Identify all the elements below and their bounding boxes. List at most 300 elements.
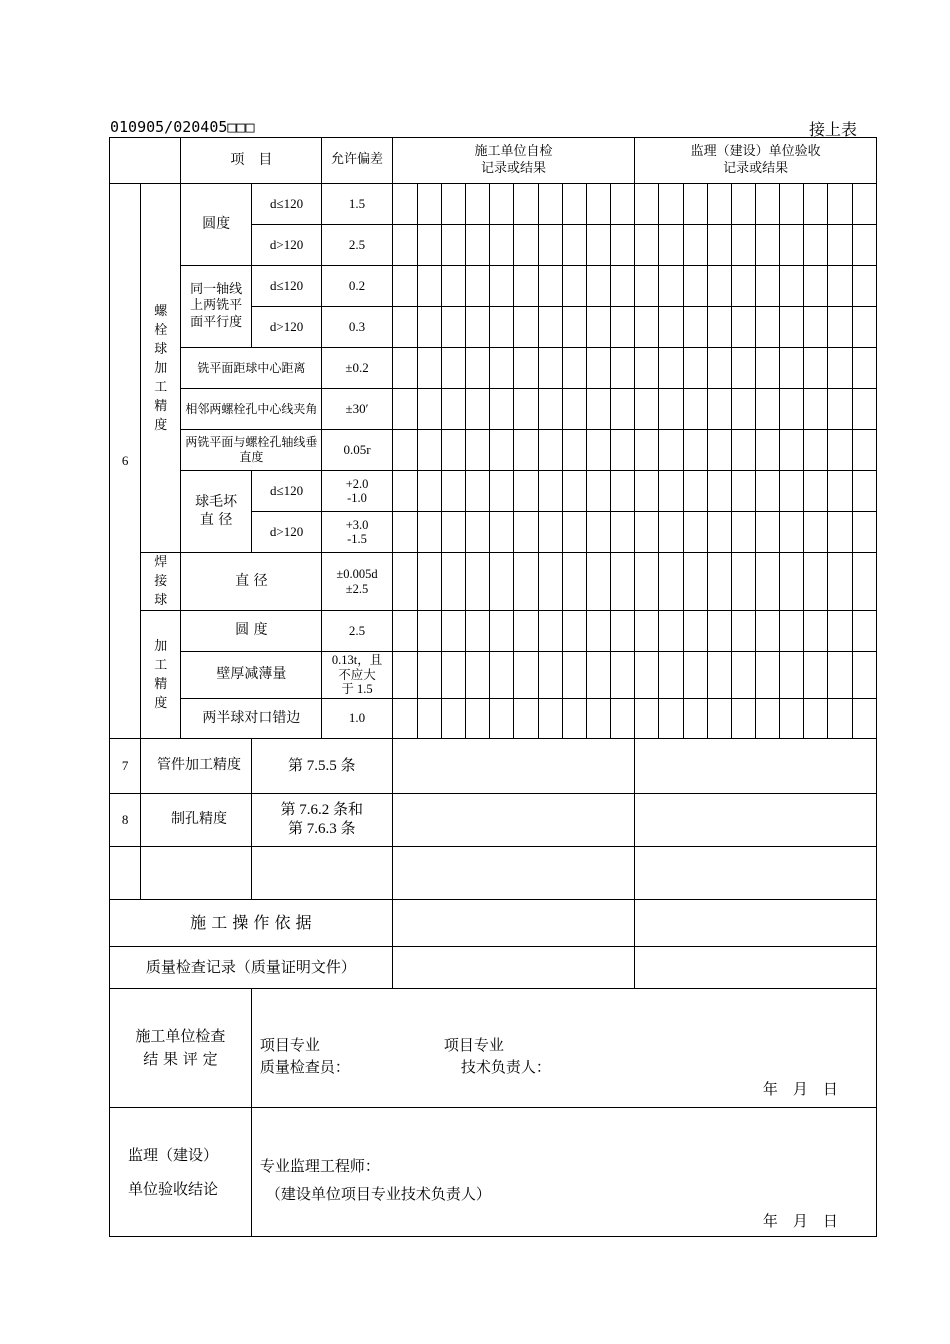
self-check-cell[interactable] (490, 512, 514, 553)
supervision-cell[interactable] (659, 225, 683, 266)
self-check-cell[interactable] (611, 471, 635, 512)
supervision-cell[interactable] (804, 184, 828, 225)
self-check-cell[interactable] (586, 699, 610, 739)
self-check-cell[interactable] (538, 225, 562, 266)
supervision-cell[interactable] (683, 184, 707, 225)
self-check-cell[interactable] (490, 471, 514, 512)
supervision-cell[interactable] (683, 348, 707, 389)
supervision-cell[interactable] (683, 471, 707, 512)
supervision-cell[interactable] (852, 471, 876, 512)
self-check-cell[interactable] (538, 348, 562, 389)
supervision-cell[interactable] (755, 652, 779, 699)
self-check-cell[interactable] (442, 307, 466, 348)
tolerance-value (322, 266, 392, 307)
self-check-cell[interactable] (514, 652, 538, 699)
supervision-cell[interactable] (828, 652, 852, 699)
supervision-cell[interactable] (707, 266, 731, 307)
self-check-cell[interactable] (538, 307, 562, 348)
self-check-cell[interactable] (490, 266, 514, 307)
self-check-cell[interactable] (586, 652, 610, 699)
supervision-cell[interactable] (683, 553, 707, 611)
self-check-cell[interactable] (586, 512, 610, 553)
self-check-cell[interactable] (392, 389, 417, 430)
self-check-cell[interactable] (562, 184, 586, 225)
supervision-cell[interactable] (755, 348, 779, 389)
self-check-cell[interactable] (466, 389, 490, 430)
supervision-cell[interactable] (707, 699, 731, 739)
supervision-cell[interactable] (755, 611, 779, 652)
supervision-cell[interactable] (755, 699, 779, 739)
supervision-cell[interactable] (804, 266, 828, 307)
self-check-cell[interactable] (562, 471, 586, 512)
tolerance-value (322, 512, 392, 553)
supervision-cell[interactable] (780, 471, 804, 512)
supervisor-conclusion-content[interactable] (251, 1108, 876, 1237)
supervision-cell[interactable] (804, 611, 828, 652)
supervision-cell[interactable] (804, 512, 828, 553)
supervision-cell[interactable] (659, 471, 683, 512)
self-check-cell[interactable] (442, 512, 466, 553)
record-self-check-cell[interactable] (392, 947, 635, 989)
supervision-cell[interactable] (828, 389, 852, 430)
self-check-cell[interactable] (611, 225, 635, 266)
text-line: +3.0 (345, 517, 369, 532)
self-check-cell[interactable] (562, 348, 586, 389)
self-check-cell[interactable] (611, 699, 635, 739)
text-line: 单位验收结论 (128, 1180, 219, 1198)
supervision-cell[interactable] (780, 348, 804, 389)
supervision-cell[interactable] (635, 430, 659, 471)
self-check-cell[interactable] (562, 652, 586, 699)
supervision-cell[interactable] (683, 430, 707, 471)
self-check-cell[interactable] (392, 794, 635, 847)
supervision-cell[interactable] (659, 184, 683, 225)
supervision-cell[interactable] (852, 652, 876, 699)
supervision-cell[interactable] (635, 184, 659, 225)
self-check-cell[interactable] (538, 430, 562, 471)
self-check-cell[interactable] (392, 266, 417, 307)
self-check-cell[interactable] (490, 348, 514, 389)
self-check-cell[interactable] (392, 225, 417, 266)
supervision-cell[interactable] (852, 512, 876, 553)
supervision-cell[interactable] (780, 699, 804, 739)
supervision-cell[interactable] (804, 553, 828, 611)
self-check-cell[interactable] (514, 389, 538, 430)
supervision-cell[interactable] (635, 471, 659, 512)
self-check-cell[interactable] (586, 184, 610, 225)
supervision-cell[interactable] (755, 225, 779, 266)
self-check-cell[interactable] (392, 307, 417, 348)
supervision-cell[interactable] (852, 307, 876, 348)
supervision-cell[interactable] (755, 512, 779, 553)
supervision-cell[interactable] (707, 184, 731, 225)
self-check-cell[interactable] (490, 652, 514, 699)
self-check-cell[interactable] (514, 471, 538, 512)
supervision-cell[interactable] (780, 307, 804, 348)
supervision-cell[interactable] (635, 847, 877, 900)
self-check-cell[interactable] (392, 471, 417, 512)
supervision-cell[interactable] (780, 611, 804, 652)
supervision-cell[interactable] (659, 512, 683, 553)
self-check-cell[interactable] (417, 553, 441, 611)
self-check-cell[interactable] (562, 611, 586, 652)
self-check-cell[interactable] (586, 266, 610, 307)
supervision-cell[interactable] (852, 553, 876, 611)
supervision-cell[interactable] (635, 611, 659, 652)
supervision-cell[interactable] (780, 389, 804, 430)
sub-condition (251, 225, 321, 266)
self-check-cell[interactable] (442, 225, 466, 266)
empty-cell (251, 847, 392, 900)
self-check-cell[interactable] (514, 512, 538, 553)
self-check-cell[interactable] (562, 553, 586, 611)
self-check-cell[interactable] (442, 266, 466, 307)
supervision-cell[interactable] (828, 307, 852, 348)
supervision-cell[interactable] (659, 307, 683, 348)
supervision-cell[interactable] (755, 184, 779, 225)
text: （建设单位项目专业技术负责人） (265, 1184, 491, 1203)
self-check-cell[interactable] (442, 184, 466, 225)
supervision-cell[interactable] (731, 307, 755, 348)
self-check-cell[interactable] (514, 348, 538, 389)
supervision-cell[interactable] (804, 389, 828, 430)
self-check-cell[interactable] (466, 611, 490, 652)
supervision-cell[interactable] (731, 512, 755, 553)
supervision-cell[interactable] (731, 699, 755, 739)
self-check-cell[interactable] (417, 699, 441, 739)
self-check-cell[interactable] (586, 389, 610, 430)
supervision-cell[interactable] (731, 266, 755, 307)
supervision-cell[interactable] (780, 652, 804, 699)
tolerance-value (322, 699, 392, 739)
supervision-cell[interactable] (852, 430, 876, 471)
self-check-cell[interactable] (466, 184, 490, 225)
supervision-cell[interactable] (635, 794, 877, 847)
text: 第 7.5.5 条 (288, 757, 356, 774)
supervision-cell[interactable] (780, 266, 804, 307)
self-check-cell[interactable] (392, 430, 417, 471)
self-check-cell[interactable] (538, 512, 562, 553)
text-line: 加 (154, 638, 168, 654)
supervision-cell[interactable] (683, 699, 707, 739)
supervision-cell[interactable] (804, 430, 828, 471)
supervision-cell[interactable] (659, 699, 683, 739)
self-check-cell[interactable] (392, 847, 635, 900)
text-line: ±0.005d (336, 567, 378, 582)
supervision-cell[interactable] (828, 611, 852, 652)
self-check-cell[interactable] (490, 553, 514, 611)
self-check-cell[interactable] (442, 430, 466, 471)
self-check-cell[interactable] (466, 471, 490, 512)
self-check-cell[interactable] (442, 611, 466, 652)
self-check-cell[interactable] (538, 699, 562, 739)
supervision-cell[interactable] (683, 307, 707, 348)
self-check-cell[interactable] (611, 266, 635, 307)
self-check-cell[interactable] (466, 553, 490, 611)
supervision-cell[interactable] (731, 389, 755, 430)
basis-supervision-cell[interactable] (635, 900, 877, 947)
self-check-cell[interactable] (538, 184, 562, 225)
self-check-cell[interactable] (611, 512, 635, 553)
supervision-cell[interactable] (804, 225, 828, 266)
self-check-cell[interactable] (466, 512, 490, 553)
self-check-cell[interactable] (562, 512, 586, 553)
self-check-cell[interactable] (514, 225, 538, 266)
self-check-cell[interactable] (442, 471, 466, 512)
self-check-cell[interactable] (562, 266, 586, 307)
self-check-cell[interactable] (417, 430, 441, 471)
supervision-cell[interactable] (659, 652, 683, 699)
self-check-cell[interactable] (538, 652, 562, 699)
text: d>120 (269, 236, 304, 252)
supervision-cell[interactable] (683, 611, 707, 652)
self-check-cell[interactable] (538, 553, 562, 611)
self-check-cell[interactable] (417, 512, 441, 553)
supervision-cell[interactable] (707, 512, 731, 553)
supervision-cell[interactable] (828, 471, 852, 512)
text: 2.5 (348, 236, 366, 252)
self-check-cell[interactable] (392, 184, 417, 225)
supervision-cell[interactable] (731, 430, 755, 471)
self-check-cell[interactable] (490, 699, 514, 739)
self-check-cell[interactable] (514, 430, 538, 471)
supervision-cell[interactable] (828, 430, 852, 471)
supervision-cell[interactable] (755, 553, 779, 611)
self-check-cell[interactable] (514, 307, 538, 348)
supervision-cell[interactable] (635, 652, 659, 699)
supervision-cell[interactable] (828, 266, 852, 307)
sub-condition (251, 307, 321, 348)
self-check-cell[interactable] (514, 699, 538, 739)
supervision-cell[interactable] (683, 266, 707, 307)
supervision-cell[interactable] (852, 225, 876, 266)
self-check-cell[interactable] (466, 699, 490, 739)
contractor-eval-content[interactable] (251, 989, 876, 1108)
supervision-cell[interactable] (755, 389, 779, 430)
self-check-cell[interactable] (490, 225, 514, 266)
self-check-cell[interactable] (490, 184, 514, 225)
supervision-cell[interactable] (683, 652, 707, 699)
item-name (181, 430, 322, 471)
text: d≤120 (270, 277, 304, 293)
self-check-cell[interactable] (586, 307, 610, 348)
supervision-cell[interactable] (780, 512, 804, 553)
self-check-cell[interactable] (611, 348, 635, 389)
self-check-cell[interactable] (466, 348, 490, 389)
supervision-cell[interactable] (828, 184, 852, 225)
self-check-cell[interactable] (611, 307, 635, 348)
supervision-cell[interactable] (659, 611, 683, 652)
supervision-cell[interactable] (683, 225, 707, 266)
supervision-cell[interactable] (635, 553, 659, 611)
supervision-cell[interactable] (731, 348, 755, 389)
self-check-cell[interactable] (562, 699, 586, 739)
self-check-cell[interactable] (611, 184, 635, 225)
self-check-cell[interactable] (611, 430, 635, 471)
supervision-cell[interactable] (635, 739, 877, 794)
self-check-cell[interactable] (611, 652, 635, 699)
supervision-cell[interactable] (731, 471, 755, 512)
self-check-cell[interactable] (586, 225, 610, 266)
self-check-cell[interactable] (514, 611, 538, 652)
item-hole-precision (141, 794, 252, 847)
self-check-cell[interactable] (442, 389, 466, 430)
supervision-cell[interactable] (852, 389, 876, 430)
date: 年 月 日 (762, 1211, 838, 1230)
supervision-cell[interactable] (635, 266, 659, 307)
self-check-cell[interactable] (392, 512, 417, 553)
supervision-cell[interactable] (683, 389, 707, 430)
supervision-cell[interactable] (683, 512, 707, 553)
supervision-cell[interactable] (828, 699, 852, 739)
supervision-cell[interactable] (780, 553, 804, 611)
supervision-cell[interactable] (852, 699, 876, 739)
supervision-cell[interactable] (635, 225, 659, 266)
self-check-cell[interactable] (514, 184, 538, 225)
self-check-cell[interactable] (442, 699, 466, 739)
sub-condition (251, 512, 321, 553)
self-check-cell[interactable] (417, 184, 441, 225)
supervision-cell[interactable] (635, 699, 659, 739)
supervision-cell[interactable] (635, 512, 659, 553)
self-check-cell[interactable] (417, 389, 441, 430)
self-check-cell[interactable] (586, 471, 610, 512)
self-check-cell[interactable] (562, 225, 586, 266)
supervision-cell[interactable] (804, 471, 828, 512)
supervision-cell[interactable] (804, 699, 828, 739)
self-check-cell[interactable] (586, 611, 610, 652)
self-check-cell[interactable] (562, 430, 586, 471)
self-check-cell[interactable] (466, 652, 490, 699)
self-check-cell[interactable] (392, 739, 635, 794)
self-check-cell[interactable] (586, 430, 610, 471)
supervision-cell[interactable] (707, 389, 731, 430)
supervision-cell[interactable] (755, 471, 779, 512)
supervision-cell[interactable] (852, 266, 876, 307)
self-check-cell[interactable] (586, 553, 610, 611)
self-check-cell[interactable] (417, 307, 441, 348)
supervision-cell[interactable] (755, 307, 779, 348)
supervision-cell[interactable] (707, 652, 731, 699)
self-check-cell[interactable] (611, 611, 635, 652)
supervision-cell[interactable] (659, 389, 683, 430)
self-check-cell[interactable] (442, 348, 466, 389)
supervision-cell[interactable] (828, 512, 852, 553)
text: 0.05r (343, 441, 371, 457)
self-check-cell[interactable] (417, 652, 441, 699)
supervision-cell[interactable] (828, 348, 852, 389)
self-check-cell[interactable] (490, 389, 514, 430)
quality-record-label (110, 947, 393, 989)
self-check-cell[interactable] (417, 611, 441, 652)
supervision-cell[interactable] (659, 348, 683, 389)
supervision-cell[interactable] (828, 553, 852, 611)
supervision-cell[interactable] (852, 348, 876, 389)
supervision-cell[interactable] (780, 430, 804, 471)
supervision-cell[interactable] (852, 611, 876, 652)
self-check-cell[interactable] (442, 553, 466, 611)
self-check-cell[interactable] (538, 471, 562, 512)
self-check-cell[interactable] (538, 611, 562, 652)
supervision-cell[interactable] (755, 430, 779, 471)
supervision-cell[interactable] (659, 430, 683, 471)
supervision-cell[interactable] (659, 553, 683, 611)
text: 专业监理工程师： (259, 1156, 380, 1175)
self-check-cell[interactable] (392, 652, 417, 699)
supervision-cell[interactable] (731, 611, 755, 652)
self-check-cell[interactable] (490, 611, 514, 652)
self-check-cell[interactable] (562, 307, 586, 348)
supervision-cell[interactable] (780, 184, 804, 225)
self-check-cell[interactable] (417, 266, 441, 307)
sub-condition (251, 266, 321, 307)
self-check-cell[interactable] (417, 225, 441, 266)
supervision-cell[interactable] (707, 430, 731, 471)
self-check-cell[interactable] (466, 225, 490, 266)
supervision-cell[interactable] (707, 225, 731, 266)
self-check-cell[interactable] (417, 348, 441, 389)
basis-self-check-cell[interactable] (392, 900, 635, 947)
text: d>120 (269, 523, 304, 539)
supervision-cell[interactable] (707, 611, 731, 652)
text: 1.5 (348, 195, 366, 211)
self-check-cell[interactable] (392, 348, 417, 389)
self-check-cell[interactable] (392, 699, 417, 739)
supervision-cell[interactable] (804, 652, 828, 699)
self-check-cell[interactable] (490, 430, 514, 471)
supervision-cell[interactable] (731, 652, 755, 699)
supervision-cell[interactable] (731, 184, 755, 225)
self-check-cell[interactable] (562, 389, 586, 430)
supervision-cell[interactable] (780, 225, 804, 266)
supervision-cell[interactable] (852, 184, 876, 225)
supervision-cell[interactable] (659, 266, 683, 307)
self-check-cell[interactable] (466, 266, 490, 307)
self-check-cell[interactable] (392, 611, 417, 652)
text-line: -1.5 (347, 532, 367, 546)
supervision-cell[interactable] (707, 471, 731, 512)
supervision-cell[interactable] (731, 225, 755, 266)
supervision-cell[interactable] (755, 266, 779, 307)
self-check-cell[interactable] (538, 266, 562, 307)
self-check-cell[interactable] (611, 553, 635, 611)
supervision-cell[interactable] (731, 553, 755, 611)
self-check-cell[interactable] (392, 553, 417, 611)
supervision-cell[interactable] (804, 307, 828, 348)
self-check-cell[interactable] (514, 266, 538, 307)
supervision-cell[interactable] (707, 307, 731, 348)
self-check-cell[interactable] (466, 430, 490, 471)
self-check-cell[interactable] (490, 307, 514, 348)
self-check-cell[interactable] (538, 389, 562, 430)
record-supervision-cell[interactable] (635, 947, 877, 989)
self-check-cell[interactable] (466, 307, 490, 348)
tolerance-value (322, 471, 392, 512)
supervision-cell[interactable] (635, 348, 659, 389)
supervision-cell[interactable] (707, 553, 731, 611)
text-line: 工 (154, 657, 168, 673)
supervision-cell[interactable] (635, 389, 659, 430)
self-check-cell[interactable] (417, 471, 441, 512)
self-check-cell[interactable] (611, 389, 635, 430)
self-check-cell[interactable] (586, 348, 610, 389)
self-check-cell[interactable] (514, 553, 538, 611)
supervision-cell[interactable] (707, 348, 731, 389)
self-check-cell[interactable] (442, 652, 466, 699)
supervision-cell[interactable] (828, 225, 852, 266)
supervision-cell[interactable] (804, 348, 828, 389)
supervision-cell[interactable] (635, 307, 659, 348)
